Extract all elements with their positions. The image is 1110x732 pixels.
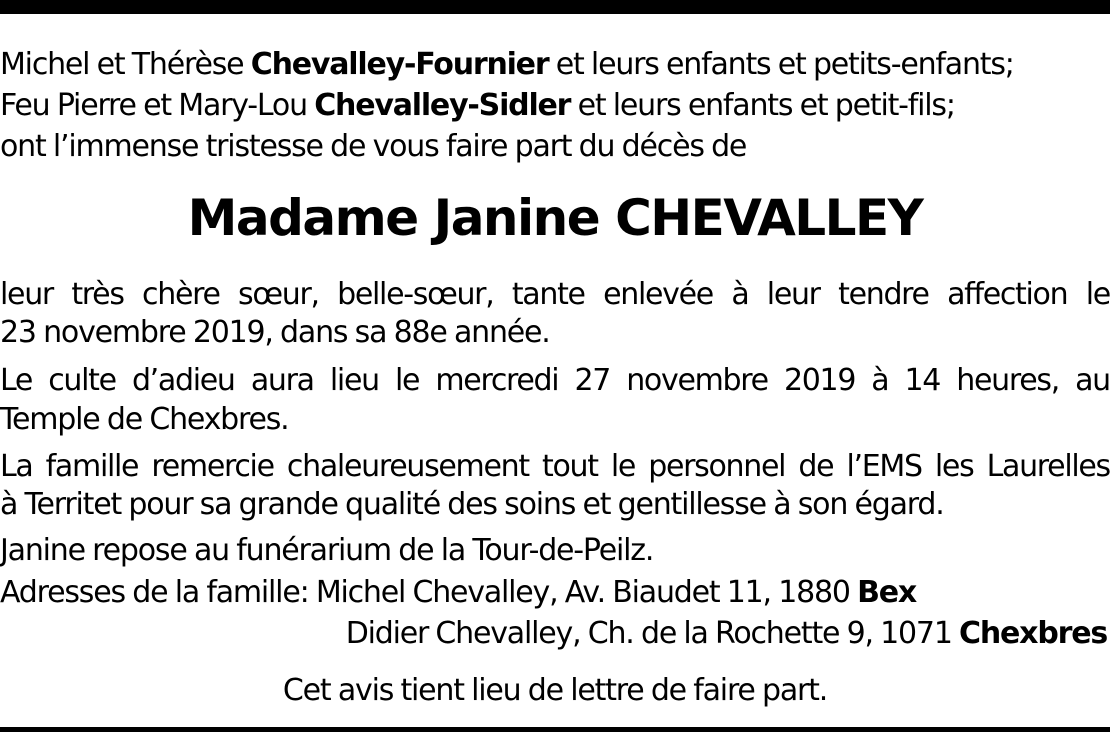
justified-word: chaleureusement <box>286 449 529 484</box>
justified-word: d’adieu <box>131 363 235 398</box>
top-rule <box>0 0 1110 14</box>
justified-word: heures, <box>956 363 1059 398</box>
intro-line-1 <box>0 46 1110 84</box>
paragraph-1-line-1 <box>0 276 1110 314</box>
justified-word: culte <box>48 363 116 398</box>
justified-word: personnel <box>648 449 786 484</box>
deceased-name-heading: Madame Janine CHEVALLEY <box>187 189 923 247</box>
intro-line-1-text: Michel et Thérèse <box>0 47 251 82</box>
justified-word: sœur, <box>238 277 319 312</box>
justified-word: enlevée <box>603 277 713 312</box>
justified-word: Laurelles <box>986 449 1110 484</box>
paragraph-1-line-2: 23 novembre 2019, dans sa 88e année. <box>0 315 550 350</box>
justified-word: les <box>934 449 974 484</box>
justified-word: tendre <box>838 277 929 312</box>
justified-word: novembre <box>626 363 768 398</box>
justified-word: 2019 <box>783 363 856 398</box>
justified-word: au <box>1075 363 1110 398</box>
justified-word: le <box>1085 277 1110 312</box>
intro-line-2-text: Feu Pierre et Mary-Lou <box>0 88 315 123</box>
justified-word: 27 <box>574 363 611 398</box>
justified-word: remercie <box>151 449 274 484</box>
family-name-fournier: Chevalley-Fournier <box>250 47 549 82</box>
justified-word: très <box>71 277 124 312</box>
address-line-2-town: Chexbres <box>959 616 1107 651</box>
justified-word: l’EMS <box>846 449 922 484</box>
family-name-sidler: Chevalley-Sidler <box>314 88 571 123</box>
closing-line: Cet avis tient lieu de lettre de faire part. <box>282 673 828 708</box>
paragraph-4: Janine repose au funérarium de la Tour-de-Peilz. <box>0 533 654 568</box>
paragraph-2-line-1 <box>0 362 1110 400</box>
bottom-rule <box>0 727 1110 732</box>
justified-word: le <box>395 363 420 398</box>
paragraph-2-line-2: Temple de Chexbres. <box>0 402 289 437</box>
paragraph-3-line-1 <box>0 448 1110 486</box>
address-line-2 <box>0 615 1107 653</box>
address-line-1 <box>0 574 1110 612</box>
intro-line-2 <box>0 87 1110 125</box>
justified-word: tout <box>541 449 598 484</box>
address-line-2-text: Didier Chevalley, Ch. de la Rochette 9, 1071 <box>345 616 960 651</box>
justified-word: leur <box>0 277 53 312</box>
justified-word: à <box>871 363 889 398</box>
justified-word: La <box>0 449 33 484</box>
justified-word: leur <box>766 277 820 312</box>
justified-word: affection <box>947 277 1068 312</box>
address-line-1-text: Adresses de la famille: Michel Chevalley, Av. Biaudet 11, 1880 <box>0 575 858 610</box>
justified-word: chère <box>142 277 220 312</box>
justified-word: mercredi <box>435 363 559 398</box>
justified-word: 14 <box>904 363 941 398</box>
justified-word: Le <box>0 363 33 398</box>
paragraph-3-line-2: à Territet pour sa grande qualité des soins et gentillesse à son égard. <box>0 487 944 522</box>
justified-word: belle-sœur, <box>337 277 494 312</box>
intro-line-2-tail: et leurs enfants et petit-fils; <box>570 88 955 123</box>
justified-word: tante <box>511 277 585 312</box>
justified-word: lieu <box>329 363 379 398</box>
justified-word: de <box>798 449 834 484</box>
justified-word: à <box>731 277 749 312</box>
intro-line-1-tail: et leurs enfants et petits-enfants; <box>548 47 1014 82</box>
address-line-1-town: Bex <box>857 575 917 610</box>
justified-word: le <box>610 449 636 484</box>
justified-word: aura <box>250 363 314 398</box>
intro-line-3: ont l’immense tristesse de vous faire part du décès de <box>0 129 747 164</box>
justified-word: famille <box>45 449 139 484</box>
